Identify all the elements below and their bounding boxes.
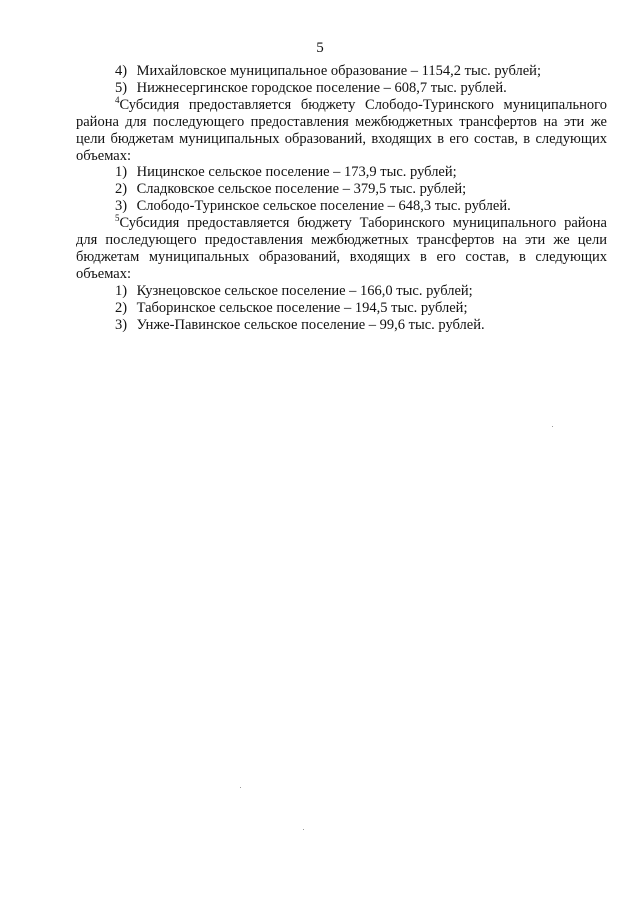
list-item-number: 5)	[115, 79, 128, 96]
list-item-number: 2)	[115, 181, 128, 198]
footnote-marker: 5	[115, 213, 120, 224]
list-item-text: Сладковское сельское поселение – 379,5 тыс. рублей;	[136, 181, 467, 198]
page-number: 5	[316, 40, 324, 56]
list-item	[76, 181, 607, 198]
list-item	[76, 317, 607, 334]
list-item	[76, 164, 607, 181]
list-item-text: Таборинское сельское поселение – 194,5 тыс. рублей;	[136, 299, 468, 316]
list-item-text: Кузнецовское сельское поселение – 166,0 тыс. рублей;	[136, 282, 473, 299]
footnote-marker: 4	[115, 94, 120, 105]
scan-speck	[240, 787, 241, 788]
scan-speck	[303, 829, 304, 830]
scan-speck	[552, 426, 553, 427]
subsidy-paragraph-4	[76, 94, 607, 165]
list-item-number: 4)	[115, 63, 128, 79]
list-item	[76, 80, 607, 97]
list-item	[76, 198, 607, 215]
list-item	[76, 63, 607, 80]
document-body	[76, 63, 607, 334]
list-item-text: Слободо-Туринское сельское поселение – 648,3 тыс. рублей.	[136, 198, 511, 215]
list-item-text: Нижнесергинское городское поселение – 608,7 тыс. рублей.	[136, 79, 507, 96]
list-item-number: 3)	[115, 198, 128, 215]
list-item	[76, 283, 607, 300]
list-item-number: 2)	[115, 299, 128, 316]
list-item-text: Унже-Павинское сельское поселение – 99,6 тыс. рублей.	[136, 316, 485, 333]
list-item-text: Ницинское сельское поселение – 173,9 тыс. рублей;	[136, 164, 457, 181]
paragraph-text: Субсидия предоставляется бюджету Таборинского муниципального района для последующего предоставления межбюджетных трансфертов на эти же цели бюджетам муниципальных образований, входящих в его состав, в следующих объемах:	[76, 215, 607, 282]
list-item-number: 3)	[115, 316, 128, 333]
list-item-text: Михайловское муниципальное образование – 1154,2 тыс. рублей;	[136, 63, 541, 79]
list-item-number: 1)	[115, 164, 128, 181]
subsidy-paragraph-5	[76, 215, 607, 283]
paragraph-text: Субсидия предоставляется бюджету Слободо-Туринского муниципального района для последующего предоставления межбюджетных трансфертов на эти же цели бюджетам муниципальных образований, входящих в его состав, в следующих объемах:	[76, 96, 607, 164]
list-item	[76, 300, 607, 317]
list-item-number: 1)	[115, 282, 128, 299]
